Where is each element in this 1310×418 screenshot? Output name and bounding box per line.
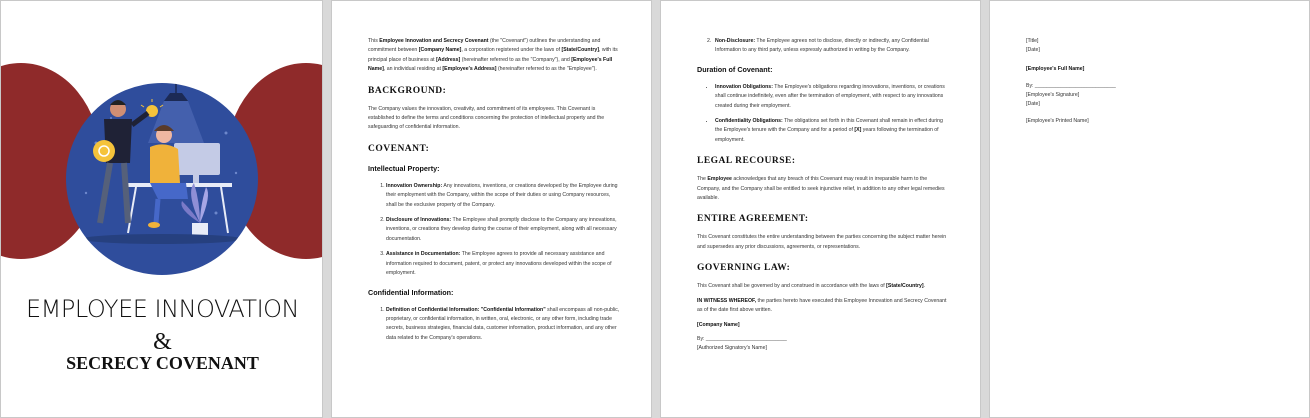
cover-title-line1: EMPLOYEE INNOVATION xyxy=(25,295,300,323)
list-item: 1. Innovation Ownership: Any innovations, inventions, or creations developed by the Employee during their employment with the Company, within the scope of their duties or using Company resources, shall be the exclusive property of the Company. xyxy=(386,182,621,210)
entire-heading: ENTIRE AGREEMENT: xyxy=(697,214,809,225)
duration-list xyxy=(697,83,950,145)
page-4 xyxy=(989,0,1310,418)
page-2-body xyxy=(368,37,621,349)
ip-list xyxy=(368,182,621,279)
cover-page xyxy=(0,0,323,418)
date-field: [Date] xyxy=(1026,47,1040,53)
employee-printed-name: [Employee's Printed Name] xyxy=(1026,118,1089,124)
ip-heading: Intellectual Property: xyxy=(368,163,440,173)
intro-paragraph: This Employee Innovation and Secrecy Covenant (the "Covenant") outlines the understanding and commitment between [Company Name], a corporation registered under the laws of [State/Country], with its principal place of business at [Address] (hereinafter referred to as the "Company"), and [Employee's Full Name], an individual residing at [Employee's Address] (hereinafter referred to as the "Employee"). xyxy=(368,38,618,73)
background-heading: BACKGROUND: xyxy=(368,85,447,96)
ci-heading: Confidential Information: xyxy=(368,287,454,297)
list-item: 3. Assistance in Documentation: The Employee agrees to provide all necessary assistance and information required to document, patent, or protect any innovations developed within the scope of employment. xyxy=(386,250,621,278)
page-3-body xyxy=(697,37,950,353)
legal-heading: LEGAL RECOURSE: xyxy=(697,156,796,167)
date-field: [Date] xyxy=(1026,101,1040,107)
list-item: • Innovation Obligations: The Employee's obligations regarding innovations, inventions, or creations shall continue indefinitely, even after the termination of employment, with respect to any innovations created during their employment. xyxy=(715,83,950,111)
by-line: By: ____________________________ xyxy=(1026,83,1116,89)
cover-title-ampersand: & xyxy=(153,329,172,355)
list-item: 2. Disclosure of Innovations: The Employee shall promptly disclose to the Company any innovations, inventions, or creations they develop during the course of their employment, along with all necessary documentation. xyxy=(386,216,621,244)
cover-title-line3: SECRECY COVENANT xyxy=(66,353,259,373)
employee-signature: [Employee's Signature] xyxy=(1026,92,1080,98)
authorized-signatory: [Authorized Signatory's Name] xyxy=(697,344,767,351)
cover-illustration xyxy=(66,83,258,275)
company-name: [Company Name] xyxy=(697,321,740,328)
gov-text: This Covenant shall be governed by and construed in accordance with the laws of [State/Country]. xyxy=(697,283,926,290)
list-item: • Confidentiality Obligations: The obligations set forth in this Covenant shall remain in effect during the Employee's tenure with the Company and for a period of [X] years following the termination of employment. xyxy=(715,117,950,145)
covenant-heading: COVENANT: xyxy=(368,143,430,154)
employee-full-name: [Employee's Full Name] xyxy=(1026,66,1085,72)
list-item: 1. Definition of Confidential Information: "Confidential Information" shall encompass all non-public, proprietary, or confidential information, in written, oral, electronic, or any other form, including trade secrets, business strategies, financial data, customer information, product information, and any other data related to the Company's operations. xyxy=(386,306,621,344)
title-field: [Title] xyxy=(1026,38,1039,44)
nd-item: 2. Non-Disclosure: The Employee agrees not to disclose, directly or indirectly, any Confidential Information to any third party, unless expressly authorized in writing by the Company. xyxy=(707,38,929,54)
legal-text: The Employee acknowledges that any breach of this Covenant may result in irreparable harm to the Company, and the Company shall be entitled to seek injunctive relief, in addition to any other legal remedies available. xyxy=(697,176,945,202)
by-line: By: ____________________________ xyxy=(697,335,787,342)
gov-heading: GOVERNING LAW: xyxy=(697,263,791,274)
background-text: The Company values the innovation, creativity, and commitment of its employees. This Covenant is established to define the terms and conditions concerning the protection of intellectual property and the safeguarding of confidential information. xyxy=(368,105,605,131)
duration-heading: Duration of Covenant: xyxy=(697,64,773,74)
witness-text: IN WITNESS WHEREOF, the parties hereto have executed this Employee Innovation and Secrecy Covenant as of the date first above written. xyxy=(697,297,947,314)
page-2 xyxy=(331,0,652,418)
ci-list xyxy=(368,306,621,344)
page-4-body xyxy=(1026,37,1279,126)
page-3 xyxy=(660,0,981,418)
entire-text: This Covenant constitutes the entire understanding between the parties concerning the subject matter herein and supersedes any prior discussions, agreements, or representations. xyxy=(697,234,947,250)
